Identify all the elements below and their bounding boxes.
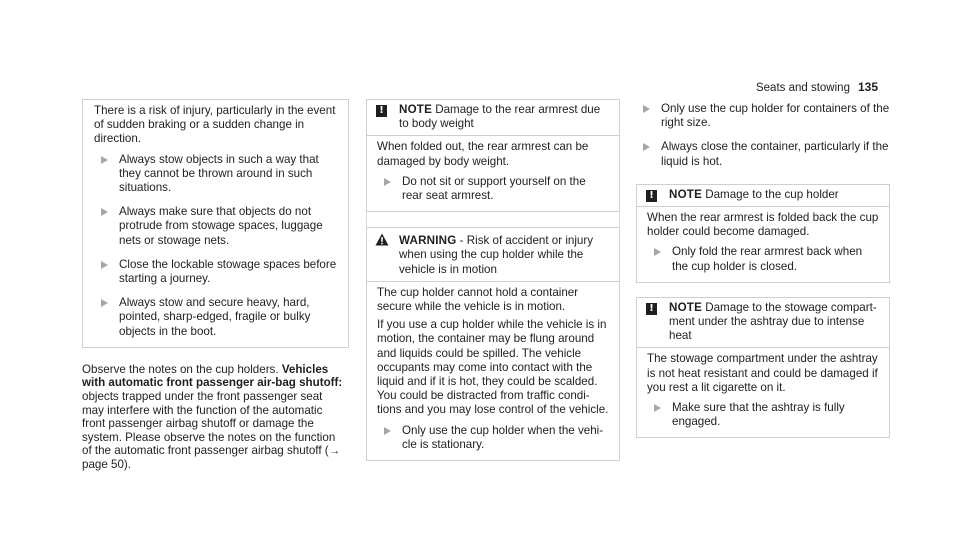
- note-body: The stowage compartment under the ashtray is not heat resistant and could be damaged if you rest a lit cigarette on it. Make sure that the ashtray is fully engaged.: [647, 352, 878, 429]
- after-bold: Vehicles with automatic front passenger air-bag shutoff:: [82, 362, 343, 390]
- risk-intro: There is a risk of injury, particularly in the event of sudden braking or a sudden change in direction.: [94, 104, 336, 146]
- arrow-icon: [643, 143, 650, 151]
- note-label: NOTE: [399, 103, 433, 116]
- warning-triangle-icon: [375, 233, 389, 246]
- after-text: objects trapped under the front passenger seat may interfere with the function of the automatic front passenger airbag shutoff or damage the system. Please observe the notes on the function of the automatic front passenger airbag shutoff (→ page 50).: [82, 390, 341, 471]
- cup-holder-notes-paragraph: [82, 363, 349, 472]
- list-item: Always make sure that objects do not protrude from stowage spaces, luggage nets or stowage nets.: [94, 205, 338, 248]
- list-item: Only use the cup holder when the vehi-cle is stationary.: [377, 424, 609, 452]
- list-item: Only use the cup holder for containers of the right size.: [636, 102, 890, 130]
- list-item: Always stow and secure heavy, hard, pointed, sharp-edged, fragile or bulky objects in the boot.: [94, 296, 338, 339]
- note-body: When folded out, the rear armrest can be damaged by body weight. Do not sit or support yourself on the rear seat armrest.: [367, 136, 619, 211]
- arrow-icon: [384, 427, 391, 435]
- list-item: Always close the container, particularly if the liquid is hot.: [636, 140, 890, 168]
- note-header: [637, 185, 889, 207]
- arrow-icon: [643, 105, 650, 113]
- list-item: Close the lockable stowage spaces before starting a journey.: [94, 258, 338, 286]
- risk-bullets: [94, 153, 338, 339]
- warning-header: [367, 228, 619, 282]
- note-title: Damage to the cup holder: [702, 187, 839, 201]
- section-title: Seats and stowing: [755, 82, 850, 94]
- list-item: Only fold the rear armrest back when the cup holder is closed.: [647, 245, 879, 273]
- column-right: [636, 99, 890, 438]
- list-item: Always stow objects in such a way that they cannot be thrown around in such situations.: [94, 153, 338, 196]
- cup-bullets: [636, 102, 890, 169]
- note-label: NOTE: [669, 300, 703, 314]
- page-header: [756, 80, 878, 95]
- arrow-icon: [654, 248, 661, 256]
- after-lead: Observe the notes on the cup holders.: [82, 362, 279, 376]
- note-header: [637, 298, 889, 349]
- risk-box: [82, 99, 349, 348]
- note-body: When the rear armrest is folded back the cup holder could become damaged. Only fold the rear armrest back when the cup holder is closed.: [647, 211, 879, 273]
- column-left: [82, 99, 349, 472]
- note-title: Damage to the stowage compart-ment under the ashtray due to intense heat: [669, 300, 877, 343]
- note-title: Damage to the rear armrest due to body weight: [399, 103, 601, 131]
- exclamation-icon: !: [646, 190, 657, 202]
- note-stowage-compartment: [636, 297, 890, 439]
- note-header: [367, 100, 619, 136]
- note-label: NOTE: [669, 187, 703, 201]
- exclamation-icon: !: [376, 105, 387, 117]
- warning-body: The cup holder cannot hold a container secure while the vehicle is in motion. If you use a cup holder while the vehicle is in motion, the container may be flung around and liquids could be spilled. The vehicle occupants may come into contact with the liquid and if it is hot, they could be scalded. You could be distracted from traffic condi-tions and you may lose control of the vehicle. Only use the cup holder when the vehi-cle is stationary.: [377, 285, 609, 451]
- arrow-icon: [654, 404, 661, 412]
- arrow-icon: [101, 261, 108, 269]
- note-cup-holder: [636, 184, 890, 283]
- warning-title: - Risk of accident or injury when using the cup holder while the vehicle is in motion: [399, 234, 594, 276]
- arrow-icon: [101, 299, 108, 307]
- exclamation-icon: !: [646, 303, 657, 315]
- list-item: Do not sit or support yourself on the rear seat armrest.: [377, 175, 609, 203]
- arrow-icon: [384, 178, 391, 186]
- list-item: Make sure that the ashtray is fully engaged.: [647, 401, 879, 429]
- arrow-icon: [101, 208, 108, 216]
- note-armrest: [366, 99, 620, 212]
- warning-cup-holder: [366, 227, 620, 461]
- column-middle: [366, 99, 620, 461]
- page-number: 135: [857, 80, 878, 94]
- arrow-icon: [101, 156, 108, 164]
- warning-label: WARNING: [399, 234, 457, 248]
